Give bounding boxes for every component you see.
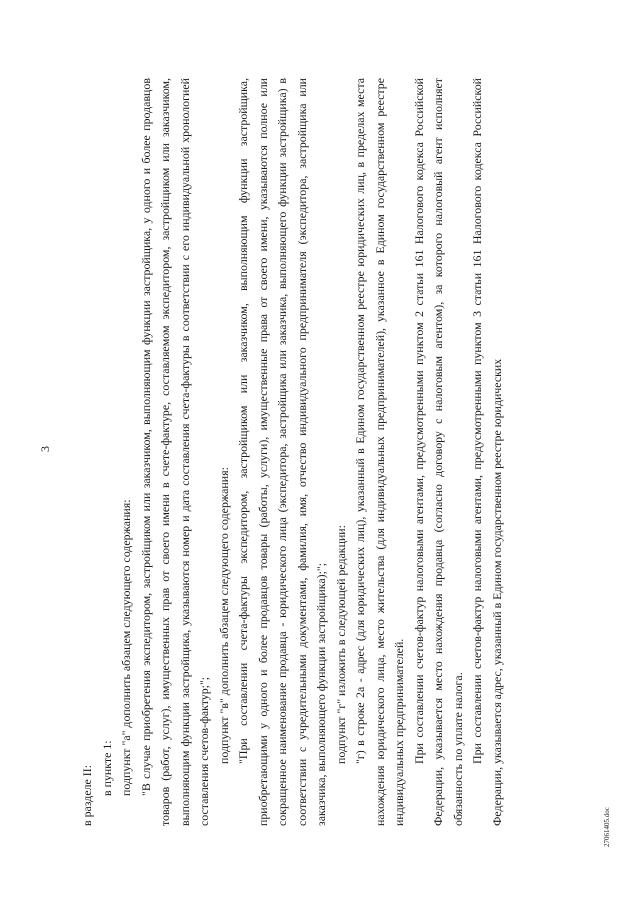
paragraph: в разделе II:: [80, 764, 94, 826]
footer-filename: 27061405.doc: [603, 807, 611, 847]
paragraph: При составлении счетов-фактур налоговыми агентами, предусмотренными пунктом 2 статьи 161 Налогового кодекса Российской Федерации, указывается место нахождения продавца (согласно договору с налоговым агентом), за которого налоговый агент исполняет обязанность по уплате налога.: [411, 78, 465, 826]
paragraph: подпункт "а" дополнить абзацем следующего содержания:: [119, 499, 133, 796]
page-number: 3: [38, 446, 52, 452]
paragraph: При составлении счетов-фактур налоговыми агентами, предусмотренными пунктом 3 статьи 161 Налогового кодекса Российской Федерации, указывается адрес, указанный в Едином государственном реестре юридических: [470, 78, 504, 826]
paragraph: "В случае приобретения экспедитором, застройщиком или заказчиком, выполняющим функции застройщика, у одного и более продавцов товаров (работ, услуг), имущественных прав от своего имени в счете-фактуре, составляемом экспедитором, застройщиком или заказчиком, выполняющим функции застройщика, указываются номер и дата составления счета-фактуры в соответствии с его индивидуальной хронологией составления счетов-фактур;";: [138, 78, 211, 826]
paragraph: в пункте 1:: [99, 740, 114, 796]
paragraph: подпункт "г" изложить в следующей редакции:: [333, 525, 348, 764]
paragraph: подпункт "в" дополнить абзацем следующего содержания:: [216, 467, 231, 764]
paragraph: "При составлении счета-фактуры экспедитором, застройщиком или заказчиком, выполняющим функции застройщика, приобретающими у одного и более продавцов товары (работы, услуги), имущественные права от своего имени, указываются полное или сокращенное наименование продавца - юридического лица (экспедитора, застройщика или заказчика, выполняющего функции застройщика) в соответствии с учредительными документами, фамилия, имя, отчество индивидуального предпринимателя (экспедитора, застройщика или заказчика, выполняющего функции застройщика);";: [236, 78, 328, 826]
paragraph: "г) в строке 2а - адрес (для юридических лиц), указанный в Едином государственном реестре юридических лиц, в пределах места нахождения юридического лица, место жительства (для индивидуальных предпринимателей), указанное в Едином государственном реестре индивидуальных предпринимателей.: [353, 78, 406, 826]
document-body: [78, 78, 507, 826]
